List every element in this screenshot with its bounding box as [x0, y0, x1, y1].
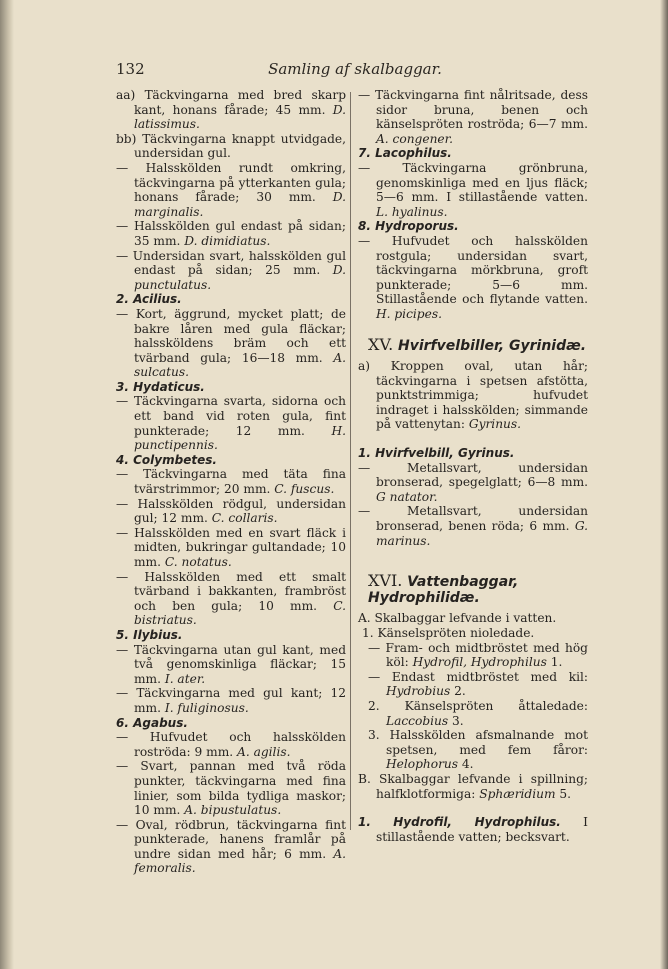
key-b: B. Skalbaggar lefvande i spillning; halfklotformiga: Sphæridium 5.: [358, 771, 588, 801]
page-number: 132: [116, 60, 145, 78]
entry-picipes: — Hufvudet och halsskölden rostgula; undersidan svart, täckvingarna mörkbruna, groft punkterade; 5—6 mm. Stillastående och flytande vatten. H. picipes.: [358, 233, 588, 321]
entry-agilis: — Hufvudet och halsskölden roströda: 9 mm. A. agilis.: [116, 730, 346, 759]
entry-hydrophilus: 1. Hydrofil, Hydrophilus. I stillastående vatten; becksvart.: [358, 815, 588, 844]
key-a1b: — Endast midtbröstet med kil: Hydrobius 2.: [368, 669, 589, 699]
key-a1a: — Fram- och midtbröstet med hög köl: Hydrofil, Hydrophilus 1.: [368, 640, 588, 670]
right-column: [358, 88, 588, 844]
genus-heading-lacophilus: 7. Lacophilus.: [358, 146, 452, 161]
entry-sulcatus: — Kort, äggrund, mycket platt; de bakre låren med gula fläckar; halssköldens bräm och ett tvärband gula; 16—18 mm. A. sulcatus.: [116, 306, 347, 380]
section-heading-hydrophilidae: XVI. Vattenbaggar, Hydrophilidæ.: [368, 571, 519, 606]
entry-congener: — Täckvingarna fint nålritsade, dess sidor bruna, benen och känselspröten roströda; 6—7 mm. A. congener.: [358, 88, 588, 146]
entry-notatus: — Halsskölden med en svart fläck i midten, bukringar gultandade; 10 mm. C. notatus.: [116, 525, 347, 569]
entry-fuscus: — Täckvingarna med täta fina tvärstrimmor; 20 mm. C. fuscus.: [116, 467, 347, 497]
genus-heading-hydaticus: 3. Hydaticus.: [116, 379, 205, 394]
entry-collaris: — Halsskölden rödgul, undersidan gul; 12 mm. C. collaris.: [116, 496, 346, 526]
entry-marinus: — Metallsvart, undersidan bronserad, benen röda; 6 mm. G. marinus.: [358, 504, 589, 548]
entry-bistriatus: — Halsskölden med ett smalt tvärband i bakkanten, frambröst och ben gula; 10 mm. C. bistriatus.: [116, 569, 347, 628]
entry-dimidiatus: — Halsskölden gul endast på sidan; 35 mm. D. dimidiatus.: [116, 219, 347, 248]
entry-gyrinus-intro: a) Kroppen oval, utan hår; täckvingarna i spetsen afstötta, punktstrimmiga; hufvudet indraget i halsskölden; simmande på vattenytan: Gyrinus.: [358, 359, 588, 432]
entry-hyalinus: — Täckvingarna grönbruna, genomskinliga med en ljus fläck; 5—6 mm. I stillastående vatten. L. hyalinus.: [358, 160, 588, 219]
entry-ater: — Täckvingarna utan gul kant, med två genomskinliga fläckar; 15 mm. I. ater.: [116, 642, 346, 686]
entry-punctipennis: — Täckvingarna svarta, sidorna och ett band vid roten gula, fint punkterade; 12 mm. H. punctipennis.: [116, 394, 346, 453]
entry-marginalis: — Halsskölden rundt omkring, täckvingarna på ytterkanten gula; honans fårade; 30 mm. D. marginalis.: [116, 160, 347, 219]
entry-fuliginosus: — Täckvingarna med gul kant; 12 mm. I. fuliginosus.: [116, 686, 346, 715]
genus-heading-acilius: 2. Acilius.: [116, 292, 182, 307]
page-edge-shadow: [660, 0, 668, 969]
entry-punctulatus: — Undersidan svart, halsskölden gul endast på sidan; 25 mm. D. punctulatus.: [116, 248, 346, 292]
genus-heading-colymbetes: 4. Colymbetes.: [116, 452, 217, 467]
running-title: Samling af skalbaggar.: [268, 60, 442, 78]
genus-heading-hydroporus: 8. Hydroporus.: [358, 219, 459, 234]
key-a3: 3. Halsskölden afsmalnande mot spetsen, med fem fåror: Helophorus 4.: [368, 728, 588, 772]
entry-bb: bb) Täckvingarna knappt utvidgade, undersidan gul.: [116, 131, 347, 161]
column-divider: [350, 92, 351, 830]
left-column: [116, 88, 346, 876]
page-header: [0, 58, 668, 82]
key-a1: 1. Känselspröten nioledade.: [362, 626, 535, 640]
entry-bipustulatus: — Svart, pannan med två röda punkter, täckvingarna med fina linier, som bilda tydliga maskor; 10 mm. A. bipustulatus.: [116, 759, 347, 818]
key-a2: 2. Känselspröten åttaledade: Laccobius 3.: [368, 698, 588, 728]
genus-heading-ilybius: 5. Ilybius.: [116, 627, 183, 642]
genus-heading-agabus: 6. Agabus.: [116, 715, 188, 730]
book-spine-shadow: [0, 0, 14, 969]
entry-femoralis: — Oval, rödbrun, täckvingarna fint punkterade, hanens framlår på undre sidan med hår; 6 mm. A. femoralis.: [116, 817, 347, 876]
genus-heading-gyrinus: 1. Hvirfvelbill, Gyrinus.: [358, 446, 515, 461]
section-heading-gyrinidae: XV. Hvirfvelbiller, Gyrinidæ.: [368, 334, 587, 354]
key-a: A. Skalbaggar lefvande i vatten.: [358, 611, 557, 626]
entry-aa: aa) Täckvingarna med bred skarp kant, honans fårade; 45 mm. D. latissimus.: [116, 88, 346, 132]
entry-natator: — Metallsvart, undersidan bronserad, spegelglatt; 6—8 mm. G natator.: [358, 460, 589, 504]
